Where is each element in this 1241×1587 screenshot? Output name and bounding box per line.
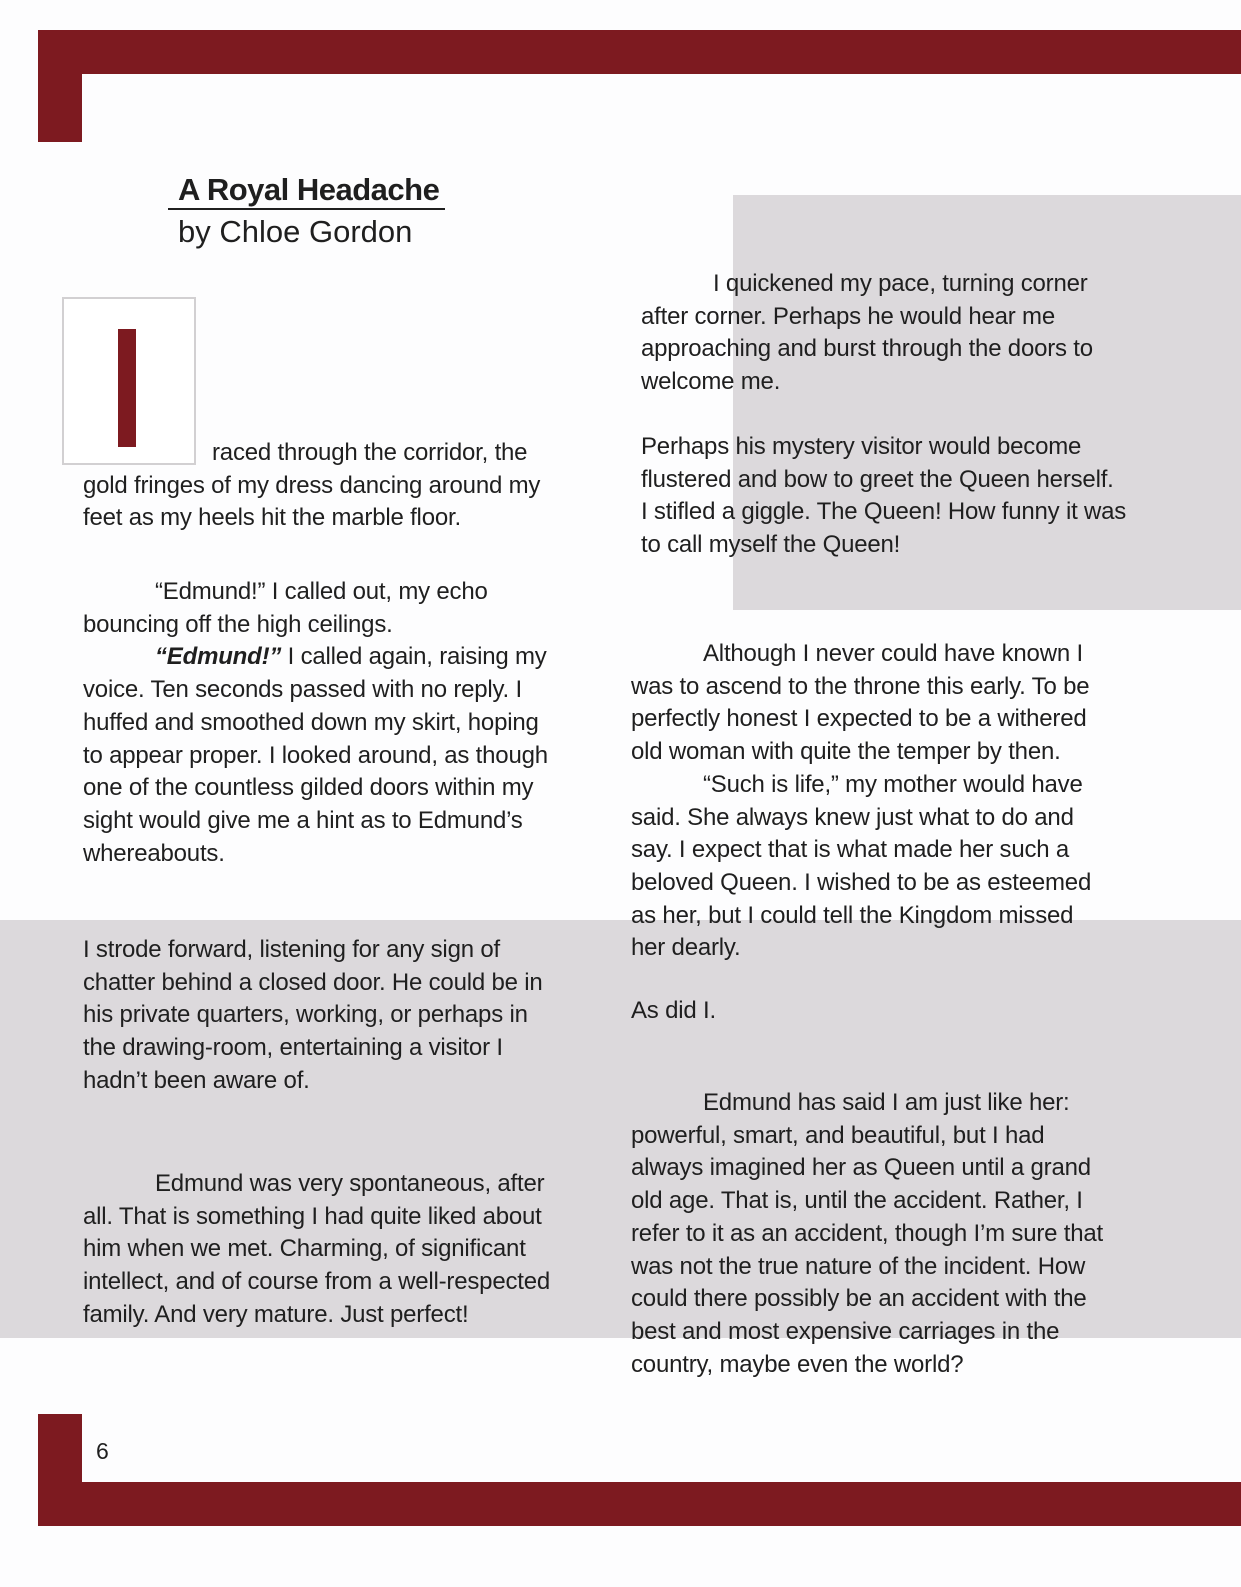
bottom-left-bracket [38, 1414, 82, 1526]
page-number: 6 [96, 1438, 109, 1464]
article-byline: by Chloe Gordon [178, 214, 413, 249]
left-paragraph-2: “Edmund!” I called out, my echo bouncing off the high ceilings. “Edmund!” I called again, raising my voice. Ten seconds passed with no reply. I huffed and smoothed down my skirt, hoping to appear proper. I looked around, as though one of the countless gilded doors within my sight would give me a hint as to Edmund’s whereabouts. [83, 578, 548, 867]
right-paragraph-6: Edmund has said I am just like her: powerful, smart, and beautiful, but I had always imagined her as Queen until a grand old age. That is, until the accident. Rather, I refer to it as an accident, though I’m sure that was not the true nature of the incident. How could there possibly be an accident with the best and most expensive carriages in the country, maybe even the world? [631, 1089, 1103, 1378]
left-paragraph-4: I strode forward, listening for any sign of chatter behind a closed door. He could be in his private quarters, working, or perhaps in the drawing-room, entertaining a visitor I hadn’t been aware of. [83, 936, 543, 1094]
right-paragraph-1: I quickened my pace, turning corner after corner. Perhaps he would hear me approaching and burst through the doors to welcome me. [641, 270, 1093, 396]
drop-cap-glyph [118, 329, 136, 447]
right-paragraph-3: Although I never could have known I was to ascend to the throne this early. To be perfectly honest I expected to be a withered old woman with quite the temper by then. “Such is life,” my mother would have said. She always knew just what to do and say. I expect that is what made her such a beloved Queen. I wished to be as esteemed as her, but I could tell the Kingdom missed her dearly. [631, 640, 1092, 962]
article-title: A Royal Headache [168, 172, 445, 210]
title-block [170, 172, 590, 252]
left-paragraph-5: Edmund was very spontaneous, after all. That is something I had quite liked about him when we met. Charming, of significant intellect, and of course from a well-respected family. And very mature. Just perfect! [83, 1170, 551, 1328]
left-paragraph-1: raced through the corridor, the gold fringes of my dress dancing around my feet as my heels hit the marble floor. [83, 439, 541, 532]
emphasis-edmund: “Edmund!” [155, 643, 282, 671]
right-paragraph-2: Perhaps his mystery visitor would become flustered and bow to greet the Queen herself. I stifled a giggle. The Queen! How funny it was to call myself the Queen! [641, 433, 1127, 559]
top-left-bracket [38, 30, 82, 142]
top-banner [38, 30, 1241, 74]
bottom-banner [38, 1482, 1241, 1526]
right-paragraph-5: As did I. [631, 997, 716, 1024]
